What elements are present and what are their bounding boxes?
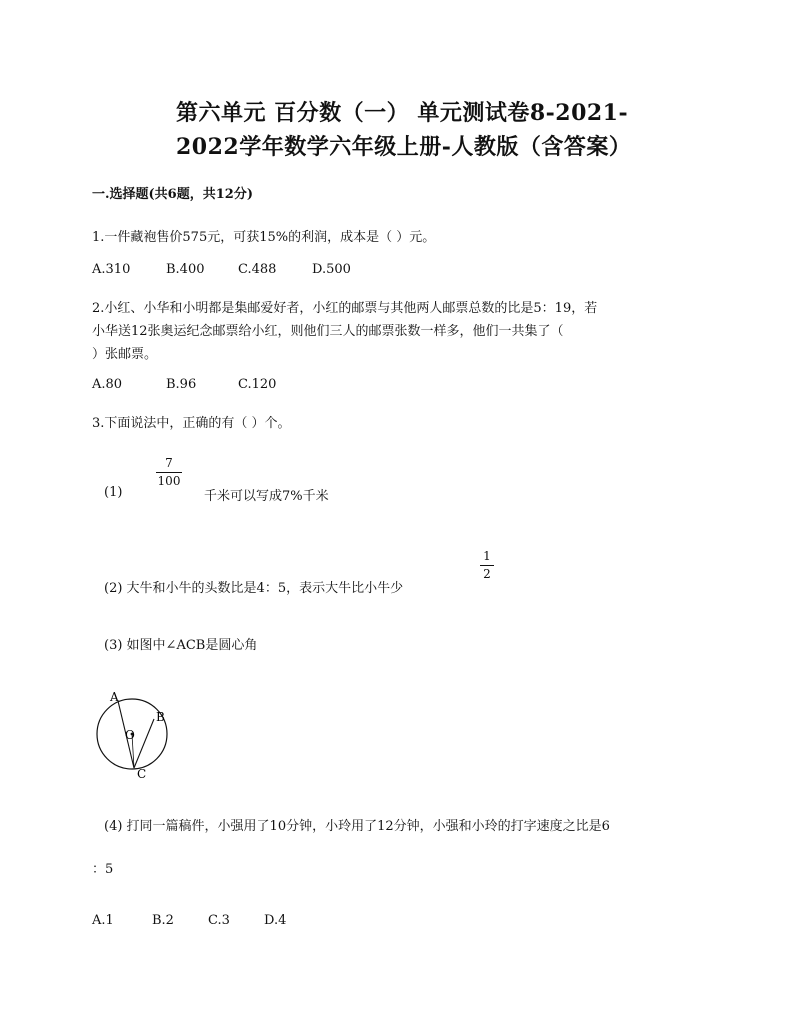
circle-angle-figure	[88, 688, 178, 780]
label-b: B	[156, 710, 165, 724]
question-1-option-a: A.310	[92, 262, 131, 277]
statement-1-number: (1)	[104, 485, 123, 500]
question-3-text: 3.下面说法中，正确的有（ ）个。	[92, 416, 291, 431]
question-2-line-1: 2.小红、小华和小明都是集邮爱好者，小红的邮票与其他两人邮票总数的比是5：19，若	[92, 301, 598, 316]
statement-2-fraction	[480, 549, 494, 582]
question-1-option-b: B.400	[166, 262, 205, 277]
question-3-option-d: D.4	[264, 913, 287, 928]
statement-1-text: 千米可以写成7%千米	[204, 489, 329, 504]
segment-bc	[134, 719, 154, 768]
statement-3-text: (3) 如图中∠ACB是圆心角	[104, 638, 258, 653]
statement-2-text: (2) 大牛和小牛的头数比是4：5，表示大牛比小牛少	[104, 581, 404, 596]
question-2-option-c: C.120	[238, 377, 277, 392]
fraction-bar	[156, 472, 182, 473]
question-1-option-c: C.488	[238, 262, 277, 277]
statement-4-line-2: ：5	[92, 862, 114, 877]
label-o: O	[125, 728, 135, 742]
label-a: A	[110, 690, 119, 704]
question-1-text: 1.一件藏袍售价575元，可获15%的利润，成本是（ ）元。	[92, 230, 436, 245]
page-title-line-2: 2022学年数学六年级上册-人教版（含答案）	[176, 134, 632, 160]
question-3-option-a: A.1	[92, 913, 114, 928]
question-2-option-a: A.80	[92, 377, 123, 392]
section-heading: 一.选择题(共6题，共12分)	[92, 187, 253, 202]
question-2-line-3: ）张邮票。	[92, 347, 158, 362]
fraction-denominator: 2	[483, 567, 491, 581]
fraction-denominator: 100	[157, 474, 181, 488]
page-title-line-1: 第六单元 百分数（一） 单元测试卷8-2021-	[176, 100, 629, 126]
statement-1-fraction	[156, 456, 182, 489]
question-2-line-2: 小华送12张奥运纪念邮票给小红，则他们三人的邮票张数一样多，他们一共集了（	[92, 324, 564, 339]
question-1-option-d: D.500	[312, 262, 351, 277]
fraction-bar	[480, 565, 494, 566]
question-3-option-b: B.2	[152, 913, 174, 928]
fraction-numerator: 1	[483, 549, 491, 563]
question-2-option-b: B.96	[166, 377, 197, 392]
statement-4-line-1: (4) 打同一篇稿件，小强用了10分钟，小玲用了12分钟，小强和小玲的打字速度之比是6	[104, 819, 610, 834]
question-3-option-c: C.3	[208, 913, 230, 928]
label-c: C	[137, 767, 147, 780]
fraction-numerator: 7	[165, 456, 173, 470]
